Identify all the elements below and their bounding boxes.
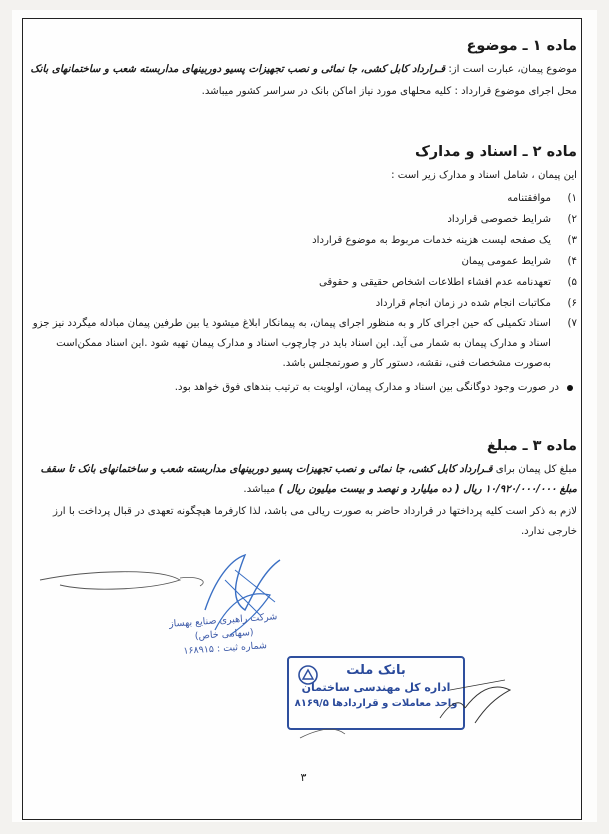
company-name: شرکت راهبری صنایع بهساز [168,611,278,630]
subject-title: قـرارداد کابل کشی، جا نمائی و نصب تجهیزات پسیو دوربینهای مداربسته شعب و ساختمانهای بانک [30,64,446,75]
item-number: ۴) [567,256,577,267]
price-suffix: میباشد. [243,484,276,495]
list-item [30,251,577,272]
bank-department: اداره کل مهندسی ساختمان [301,681,451,694]
list-item [30,230,577,251]
item-text: مکاتبات انجام شده در زمان انجام قرارداد [375,298,551,309]
priority-bullet [30,378,577,398]
item-text: موافقتنامه [507,193,551,204]
section-documents [30,142,577,398]
bank-unit: واحد معاملات و قراردادها ۸۱۶۹/۵ [294,698,458,709]
item-text: شرایط عمومی پیمان [461,256,551,267]
bullet-dot [567,385,573,391]
section-1-heading: ماده ۱ ـ موضوع [466,38,577,54]
company-type: (سهامی خاص) [194,626,254,643]
item-number: ۵) [567,277,577,288]
documents-list [30,188,577,374]
list-item [30,209,577,230]
section-price [30,436,577,542]
item-number: ۱) [567,193,577,204]
item-text: تعهدنامه عدم افشاء اطلاعات اشخاص حقیقی و حقوقی [318,277,551,288]
payment-note: لازم به ذکر است کلیه پرداختها در قرارداد حاضر به صورت ریالی می باشد، لذا کارفرما هیچگونه تعهدی در قبال پرداخت با ارز خارجی ندارد. [52,506,577,537]
item-text: شرایط خصوصی قرارداد [447,214,551,225]
bank-name: بانک ملت [346,663,406,678]
price-amount: ۱۰/۹۲۰/۰۰۰/۰۰۰ ریال ( ده میلیارد و نهصد و بیست میلیون ریال ) [278,484,557,495]
subject-prefix: موضوع پیمان، عبارت است از: [448,64,577,75]
list-item [30,188,577,209]
bullet-text: در صورت وجود دوگانگی بین اسناد و مدارک پیمان، اولویت به ترتیب بندهای فوق خواهد بود. [174,382,559,393]
item-number: ۲) [567,214,577,225]
location-line: محل اجرای موضوع قرارداد : کلیه محلهای مورد نیاز اماکن بانک در سراسر کشور میباشد. [201,86,577,97]
list-item [30,314,577,374]
company-stamp [169,610,280,659]
item-text: اسناد تکمیلی که حین اجرای کار و به منظور اجرای پیمان، به پیمانکار ابلاغ میشود یا بین طرفین پیمان مبادله میگردد نیز جزو اسناد و مدارک پیمان به شمار می آید. این اسناد باید در چارچوب اسناد و مدارک پیمان تهیه شود .این اسناد ممکن‌است به‌صورت مشخصات فنی، نقشه، دستور کار و صورتمجلس باشد. [32,318,551,369]
page-number: ۳ [300,771,307,784]
bank-logo-icon [297,664,319,686]
item-text: یک صفحه لیست هزینه خدمات مربوط به موضوع قرارداد [312,235,551,246]
documents-intro: این پیمان ، شامل اسناد و مدارک زیر است : [391,170,577,181]
bank-stamp [287,656,465,730]
subject-line [30,60,577,80]
item-number: ۳) [567,235,577,246]
company-reg: شماره ثبت : ۱۶۸۹۱۵ [183,640,268,657]
list-item [30,272,577,293]
price-line [30,460,577,500]
price-prefix: مبلغ کل پیمان برای [495,464,577,475]
list-item [30,293,577,314]
section-2-heading: ماده ۲ ـ اسناد و مدارک [414,144,577,160]
section-3-heading: ماده ۳ ـ مبلغ [486,438,577,454]
item-number: ۷) [567,318,577,329]
price-title: قـرارداد کابل کشی، جا نمائی و نصب تجهیزات پسیو دوربینهای مداربسته شعب و ساختمانهای بانک تا سقف مبلغ [40,464,577,495]
section-subject [30,36,577,102]
item-number: ۶) [567,298,577,309]
